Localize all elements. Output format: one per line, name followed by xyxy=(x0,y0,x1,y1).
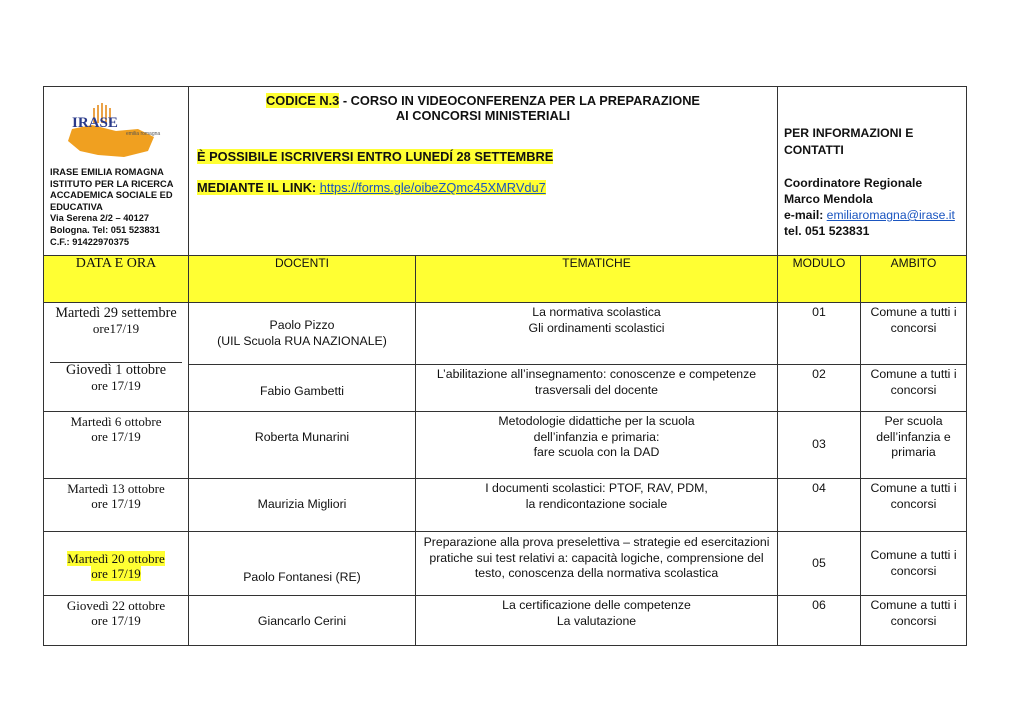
org-line-tax-code: C.F.: 91422970375 xyxy=(50,236,130,247)
header-row xyxy=(44,87,967,256)
course-schedule-page xyxy=(43,86,966,646)
table-row xyxy=(44,479,967,532)
link-label: MEDIANTE IL LINK: xyxy=(197,180,320,195)
topic-cell: La certificazione delle competenze La valutazione xyxy=(416,596,778,646)
course-title-line2: AI CONCORSI MINISTERIALI xyxy=(395,108,571,123)
date-cell: Martedì 13 ottobre ore 17/19 xyxy=(44,479,189,532)
scope-cell: Comune a tutti i concorsi xyxy=(861,532,967,596)
module-cell: 04 xyxy=(778,479,861,532)
module-cell: 03 xyxy=(778,412,861,479)
org-line-name: IRASE EMILIA ROMAGNA xyxy=(50,167,164,177)
teacher-cell: Fabio Gambetti xyxy=(189,365,416,412)
course-title: CODICE N.3 - CORSO IN VIDEOCONFERENZA PER LA PREPARAZIONE xyxy=(266,93,700,108)
scope-cell: Per scuola dell’infanzia e primaria xyxy=(861,412,967,479)
col-date: DATA E ORA xyxy=(44,256,189,303)
teacher-cell: Maurizia Migliori xyxy=(189,479,416,532)
module-cell: 02 xyxy=(778,365,861,412)
info-heading-2: CONTATTI xyxy=(784,143,844,157)
org-line-address: Via Serena 2/2 – 40127 xyxy=(50,213,150,224)
scope-cell: Comune a tutti i concorsi xyxy=(861,596,967,646)
teacher-cell: Paolo Fontanesi (RE) xyxy=(189,532,416,596)
registration-link[interactable]: https://forms.gle/oibeZQmc45XMRVdu7 xyxy=(319,180,546,195)
contact-cell xyxy=(778,87,967,256)
registration-deadline: È POSSIBILE ISCRIVERSI ENTRO LUNEDÍ 28 SETTEMBRE xyxy=(197,149,554,164)
info-heading: PER INFORMAZIONI E xyxy=(784,126,914,140)
table-row xyxy=(44,532,967,596)
phone-line: tel. 051 523831 xyxy=(784,224,870,238)
module-cell: 01 xyxy=(778,303,861,365)
column-header-row xyxy=(44,256,967,303)
table-row xyxy=(44,596,967,646)
session-time: ore 17/19 xyxy=(91,378,141,393)
topic-cell: Preparazione alla prova preselettiva – strategie ed esercitazioni pratiche sui test relativi a: capacità logiche, comprensione del testo, conoscenza della normativa scolastica xyxy=(416,532,778,596)
irase-logo xyxy=(58,101,168,161)
session-time: ore17/19 xyxy=(92,321,140,336)
topic-cell: La normativa scolastica Gli ordinamenti scolastici xyxy=(416,303,778,365)
col-scope: AMBITO xyxy=(861,256,967,303)
teacher-cell xyxy=(189,303,416,365)
module-cell: 06 xyxy=(778,596,861,646)
org-line-educativa: EDUCATIVA xyxy=(50,201,103,212)
coordinator-role: Coordinatore Regionale xyxy=(784,176,923,190)
email-line: e-mail: emiliaromagna@irase.it xyxy=(784,208,955,222)
org-line-institute: ISTITUTO PER LA RICERCA xyxy=(50,178,174,189)
teacher-cell: Giancarlo Cerini xyxy=(189,596,416,646)
topic-cell: Metodologie didattiche per la scuola dell’infanzia e primaria: fare scuola con la DAD xyxy=(416,412,778,479)
col-module: MODULO xyxy=(778,256,861,303)
table-row xyxy=(44,303,967,365)
org-line-phone: Bologna. Tel: 051 523831 xyxy=(50,224,160,235)
date-cell xyxy=(44,303,189,412)
teacher-name: Paolo Pizzo xyxy=(269,318,335,332)
col-teachers: DOCENTI xyxy=(189,256,416,303)
schedule-table xyxy=(43,86,967,646)
teacher-cell: Roberta Munarini xyxy=(189,412,416,479)
scope-cell: Comune a tutti i concorsi xyxy=(861,365,967,412)
col-topics: TEMATICHE xyxy=(416,256,778,303)
topic-cell: I documenti scolastici: PTOF, RAV, PDM, la rendicontazione sociale xyxy=(416,479,778,532)
course-code: CODICE N.3 xyxy=(266,93,340,108)
organization-info xyxy=(50,167,173,248)
table-row xyxy=(44,412,967,479)
registration-link-line xyxy=(197,180,777,195)
scope-cell: Comune a tutti i concorsi xyxy=(861,303,967,365)
module-cell: 05 xyxy=(778,532,861,596)
org-line-academy: ACCADEMICA SOCIALE ED xyxy=(50,190,173,201)
teacher-affiliation: (UIL Scuola RUA NAZIONALE) xyxy=(217,333,387,348)
organization-cell xyxy=(44,87,189,256)
email-link[interactable]: emiliaromagna@irase.it xyxy=(826,208,955,222)
topic-cell: L’abilitazione all’insegnamento: conoscenze e competenze trasversali del docente xyxy=(416,365,778,412)
logo-wordmark: IRASE xyxy=(72,115,118,131)
session-date: Giovedì 1 ottobre xyxy=(65,362,167,378)
session-date: Martedì 29 settembre xyxy=(55,305,177,321)
date-cell: Giovedì 22 ottobre ore 17/19 xyxy=(44,596,189,646)
coordinator-name: Marco Mendola xyxy=(784,192,873,206)
scope-cell: Comune a tutti i concorsi xyxy=(861,479,967,532)
course-cell xyxy=(189,87,778,256)
date-cell: Martedì 20 ottobre ore 17/19 xyxy=(44,532,189,596)
logo-tagline: emilia romagna xyxy=(126,131,161,137)
date-cell: Martedì 6 ottobre ore 17/19 xyxy=(44,412,189,479)
